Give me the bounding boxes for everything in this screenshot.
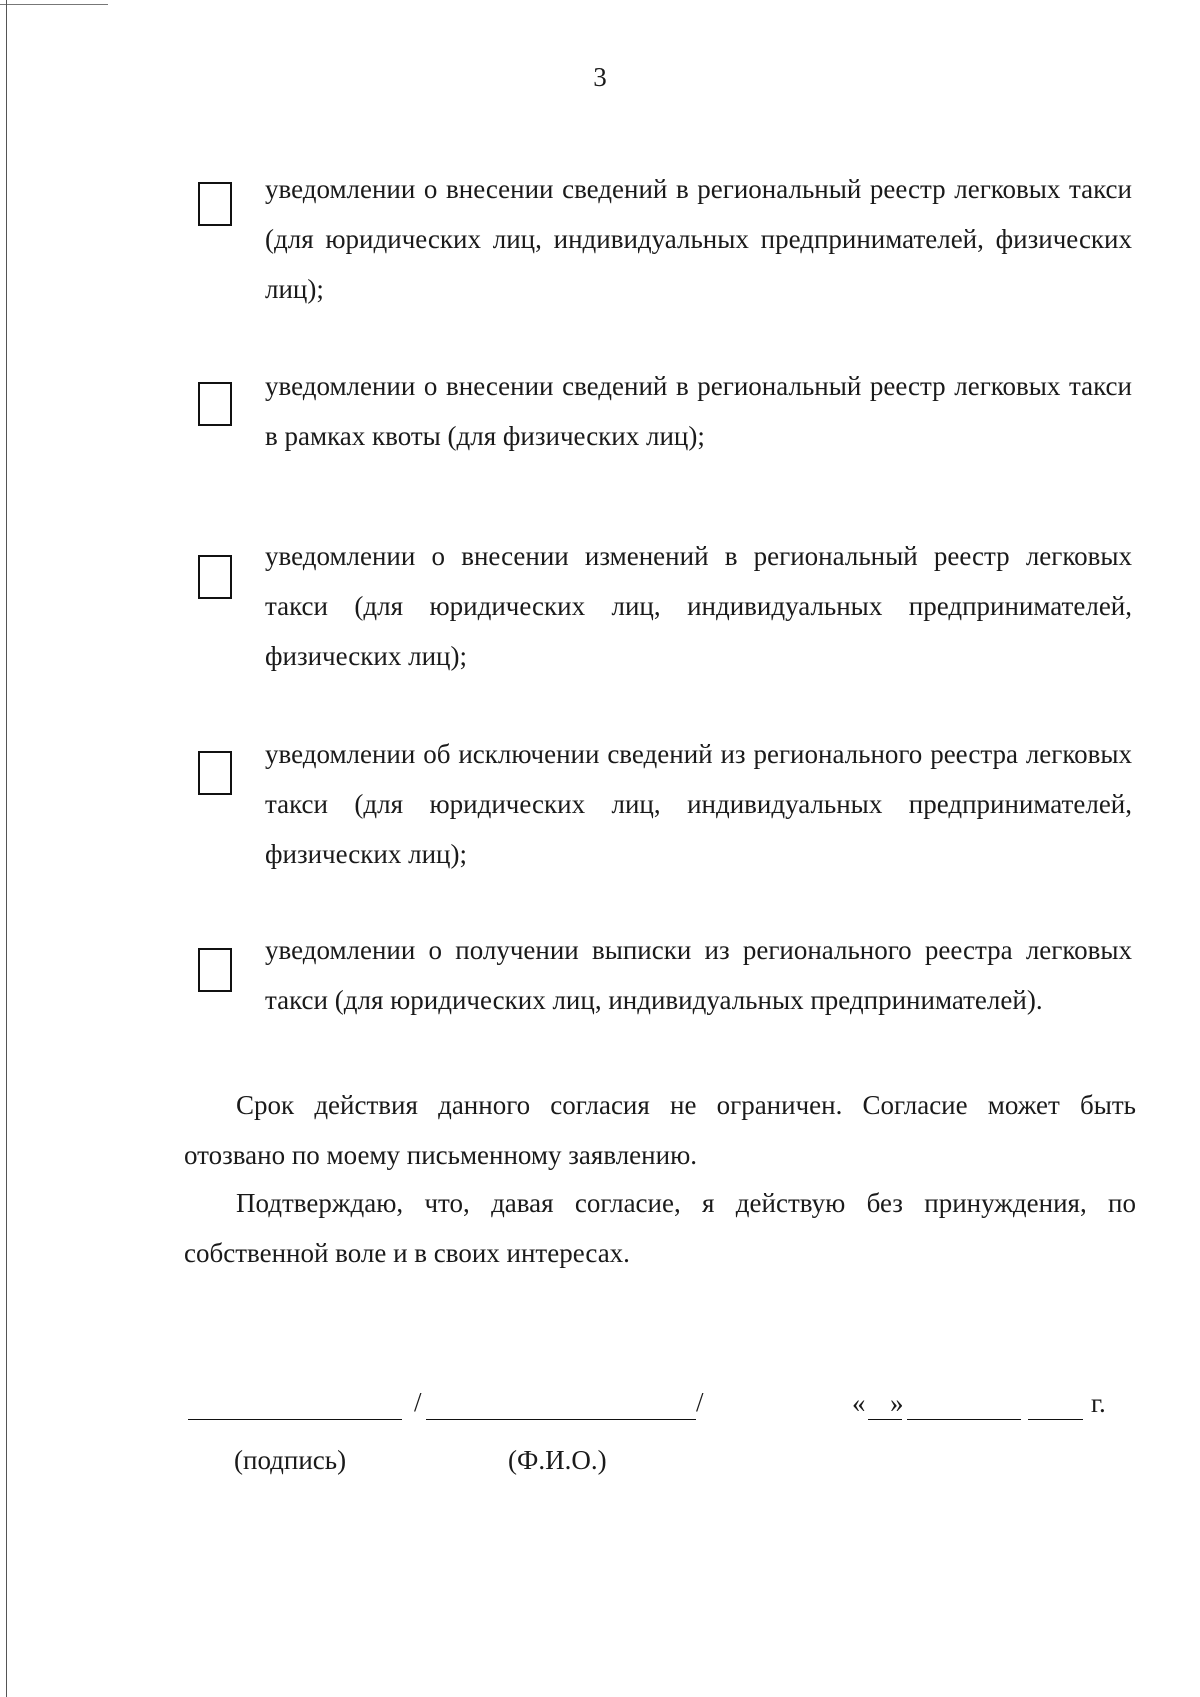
date-quote-close: » [890,1388,904,1418]
option-label: уведомлении о внесении изменений в региональный реестр легковых такси (для юридических лиц, индивидуальных предпринимателей, физических лиц); [265,541,1132,671]
option-checkbox[interactable] [198,751,232,795]
name-line[interactable] [426,1419,696,1420]
option-label: уведомлении о внесении сведений в региональный реестр легковых такси (для юридических лиц, индивидуальных предпринимателей, физических лиц); [265,174,1132,304]
signature-caption: (подпись) [234,1445,347,1475]
day-line[interactable] [868,1419,902,1420]
year-line[interactable] [1028,1419,1083,1420]
slash-separator: / [414,1387,422,1417]
top-rule [0,4,108,5]
month-line[interactable] [907,1419,1021,1420]
option-checkbox[interactable] [198,382,232,426]
page-edge [6,0,7,1697]
option-checkbox[interactable] [198,182,232,226]
option-checkbox[interactable] [198,555,232,599]
year-suffix: г. [1091,1388,1106,1418]
option-label: уведомлении о получении выписки из регионального реестра легковых такси (для юридических лиц, индивидуальных предпринимателей). [265,935,1132,1015]
confirmation-paragraph: Подтверждаю, что, давая согласие, я действую без принуждения, по собственной воле и в своих интересах. [184,1188,1136,1268]
name-caption: (Ф.И.О.) [508,1445,607,1475]
signature-line[interactable] [188,1419,402,1420]
option-checkbox[interactable] [198,948,232,992]
validity-paragraph: Срок действия данного согласия не ограничен. Согласие может быть отозвано по моему письменному заявлению. [184,1090,1136,1170]
option-label: уведомлении о внесении сведений в региональный реестр легковых такси в рамках квоты (для физических лиц); [265,371,1132,451]
option-label: уведомлении об исключении сведений из регионального реестра легковых такси (для юридических лиц, индивидуальных предпринимателей, физических лиц); [265,739,1132,869]
slash-separator: / [696,1387,704,1417]
date-quote-open: « [852,1388,866,1418]
page-number: 3 [593,62,607,92]
